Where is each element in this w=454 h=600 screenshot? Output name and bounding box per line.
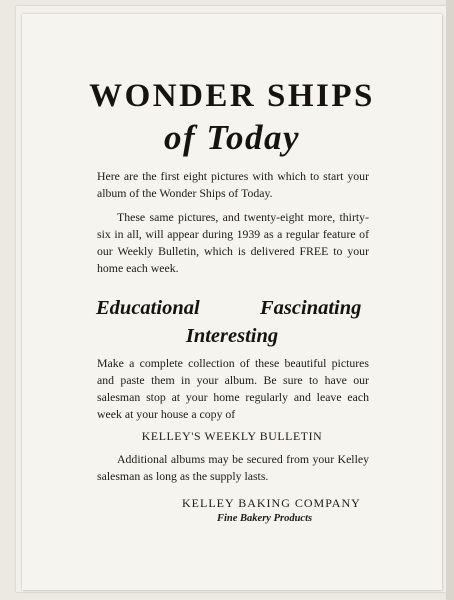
tagline-educational: Educational xyxy=(96,297,200,319)
tagline-fascinating: Fascinating xyxy=(260,297,362,319)
document-title: WONDER SHIPS xyxy=(89,78,375,114)
company-name: KELLEY BAKING COMPANY xyxy=(182,496,361,510)
details-paragraph: These same pictures, and twenty-eight more, thirty-six in all, will appear during 1939 as a regular feature of our Weekly Bulletin, which is delivered FREE to your home each week. xyxy=(97,210,369,275)
bulletin-name: KELLEY'S WEEKLY BULLETIN xyxy=(141,429,323,443)
document-page xyxy=(22,14,442,590)
collection-paragraph: Make a complete collection of these beautiful pictures and paste them in your album. Be sure to have our salesman stop at your home regularly and leave each week at your house a copy of xyxy=(97,356,369,421)
document-subtitle: of Today xyxy=(163,118,301,157)
page-edge xyxy=(446,0,454,600)
company-tagline: Fine Bakery Products xyxy=(217,513,313,524)
intro-paragraph: Here are the first eight pictures with which to start your album of the Wonder Ships of Today. xyxy=(97,169,369,200)
tagline-interesting: Interesting xyxy=(185,325,279,347)
albums-paragraph: Additional albums may be secured from your Kelley salesman as long as the supply lasts. xyxy=(97,452,369,483)
